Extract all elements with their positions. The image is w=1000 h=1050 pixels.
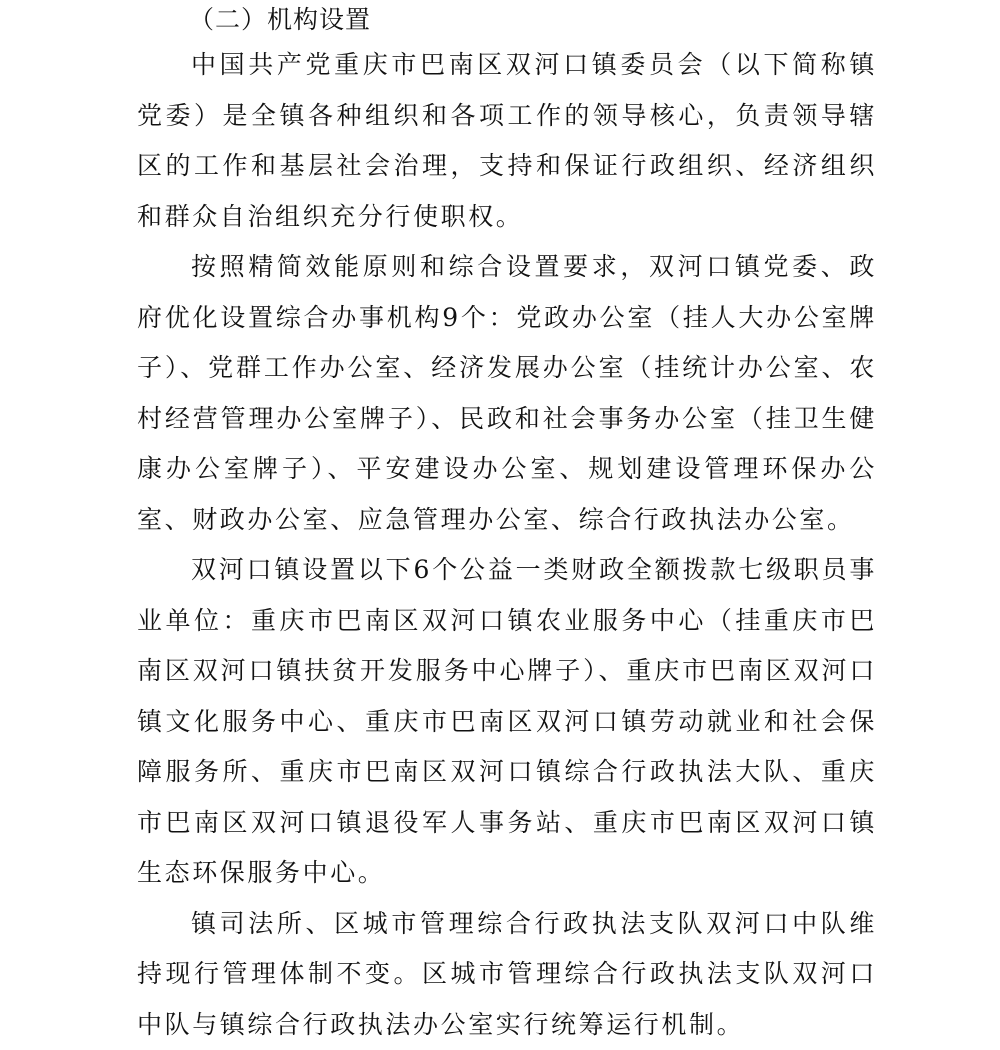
paragraph-judicial-enforcement: 镇司法所、区城市管理综合行政执法支队双河口中队维持现行管理体制不变。区城市管理综合行政执法支队双河口中队与镇综合行政执法办公室实行统筹运行机制。 — [137, 899, 877, 1050]
document-page — [137, 0, 877, 1050]
section-heading: （二）机构设置 — [137, 0, 877, 40]
paragraph-party-committee: 中国共产党重庆市巴南区双河口镇委员会（以下简称镇党委）是全镇各种组织和各项工作的领导核心，负责领导辖区的工作和基层社会治理，支持和保证行政组织、经济组织和群众自治组织充分行使职权。 — [137, 40, 877, 242]
paragraph-public-institutions: 双河口镇设置以下6个公益一类财政全额拨款七级职员事业单位：重庆市巴南区双河口镇农业服务中心（挂重庆市巴南区双河口镇扶贫开发服务中心牌子）、重庆市巴南区双河口镇文化服务中心、重庆市巴南区双河口镇劳动就业和社会保障服务所、重庆市巴南区双河口镇综合行政执法大队、重庆市巴南区双河口镇退役军人事务站、重庆市巴南区双河口镇生态环保服务中心。 — [137, 545, 877, 899]
paragraph-admin-offices: 按照精简效能原则和综合设置要求，双河口镇党委、政府优化设置综合办事机构9个：党政办公室（挂人大办公室牌子）、党群工作办公室、经济发展办公室（挂统计办公室、农村经营管理办公室牌子）、民政和社会事务办公室（挂卫生健康办公室牌子）、平安建设办公室、规划建设管理环保办公室、财政办公室、应急管理办公室、综合行政执法办公室。 — [137, 242, 877, 545]
